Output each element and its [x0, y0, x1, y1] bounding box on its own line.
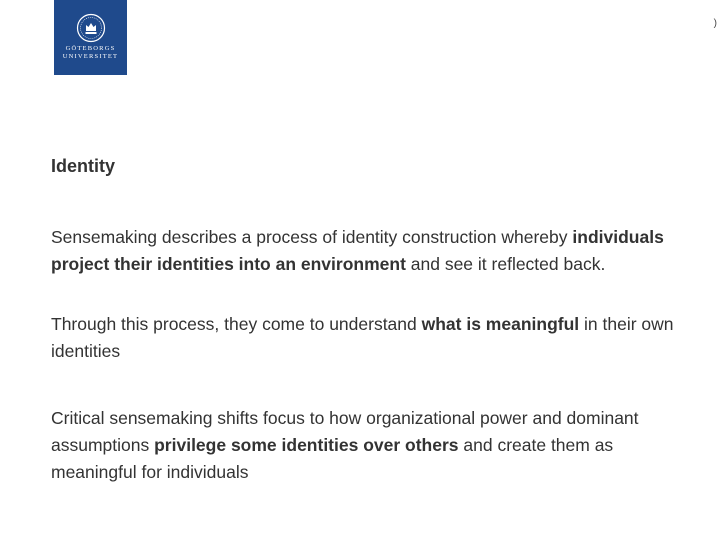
page-number: )	[713, 18, 717, 29]
logo-text-line-1: GÖTEBORGS	[65, 45, 116, 52]
paragraph-text: and see it reflected back.	[405, 254, 606, 274]
paragraph-text: Sensemaking describes a process of identity construction whereby	[51, 227, 573, 247]
paragraph-emphasis: what is meaningful	[421, 314, 580, 334]
paragraph-text: in their own identities	[51, 314, 674, 361]
paragraph-identity-construction	[51, 224, 691, 278]
paragraph-text: Critical sensemaking shifts focus to how organizational power and dominant assumptions	[51, 408, 639, 455]
paragraph-emphasis: privilege some identities over others	[154, 435, 459, 455]
university-logo	[54, 0, 127, 75]
paragraph-text: Through this process, they come to understand	[51, 314, 422, 334]
slide-title: Identity	[51, 156, 116, 176]
paragraph-critical-sensemaking	[51, 405, 691, 486]
paragraph-meaningful	[51, 311, 691, 365]
paragraph-emphasis: individuals project their identities into an environment	[51, 227, 664, 274]
university-seal-icon	[76, 13, 106, 43]
logo-text-line-2: UNIVERSITET	[62, 53, 119, 60]
paragraph-text: and create them as meaningful for individuals	[51, 435, 614, 482]
